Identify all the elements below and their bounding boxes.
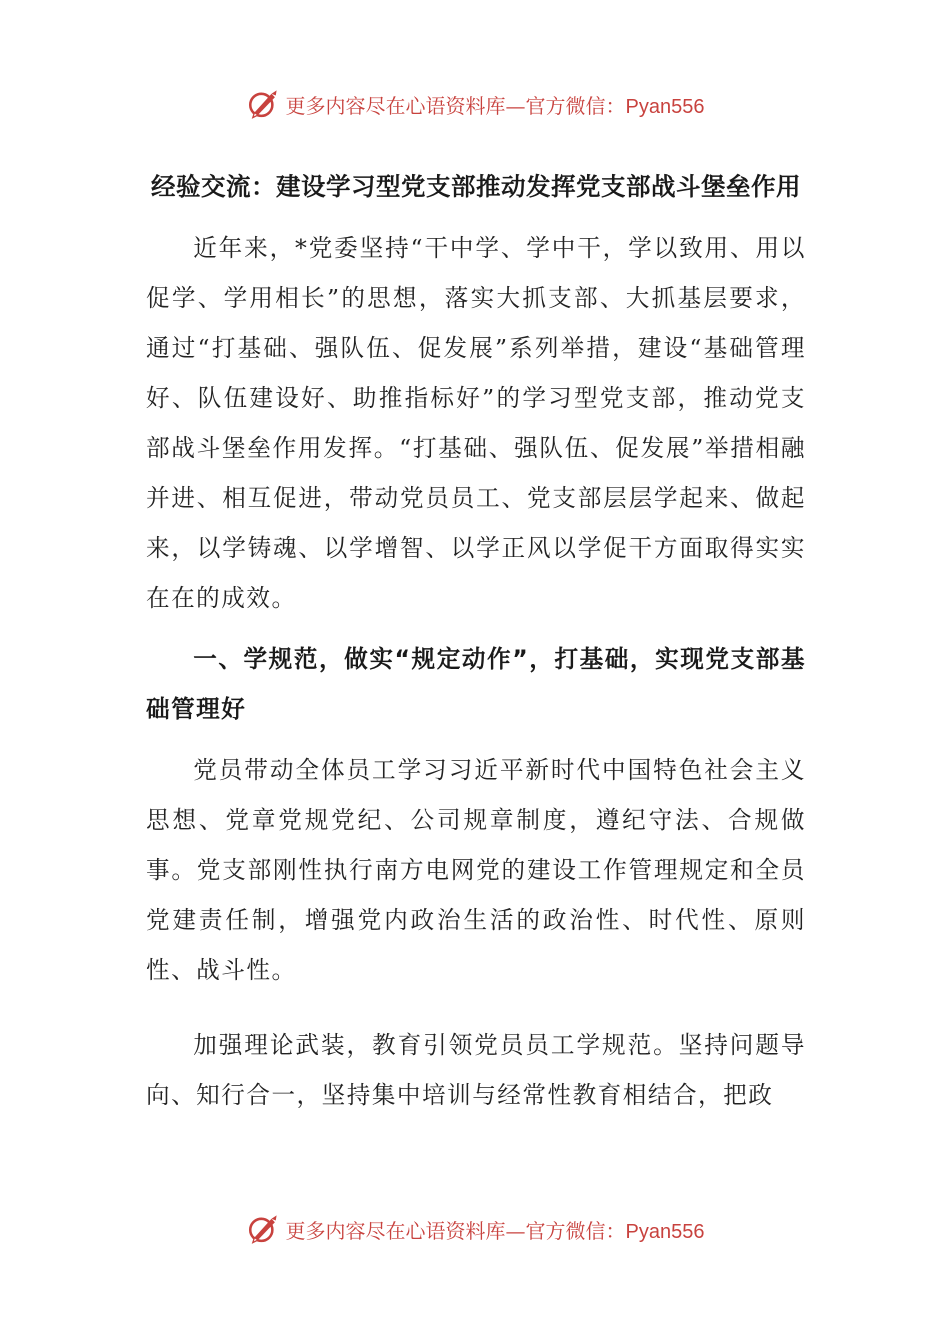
pen-logo-icon (246, 87, 280, 121)
banner-wechat-id: Pyan556 (625, 1220, 705, 1243)
section-1-paragraph-2: 加强理论武装，教育引领党员员工学规范。坚持问题导向、知行合一，坚持集中培训与经常性教育相结合，把政 (146, 1031, 806, 1109)
banner-label: 更多内容尽在心语资料库—官方微信： (285, 93, 626, 118)
banner-content (246, 1212, 705, 1246)
document-title: 经验交流：建设学习型党支部推动发挥党支部战斗堡垒作用 (151, 172, 801, 201)
banner-text (286, 1215, 705, 1244)
section-1-paragraph-1: 党员带动全体员工学习习近平新时代中国特色社会主义思想、党章党规党纪、公司规章制度，遵纪守法、合规做事。党支部刚性执行南方电网党的建设工作管理规定和全员党建责任制，增强党内政治生活的政治性、时代性、原则性、战斗性。 (146, 756, 806, 984)
footer-banner (0, 1209, 950, 1249)
banner-content (246, 87, 705, 121)
section-heading-1: 一、学规范，做实“规定动作”，打基础，实现党支部基础管理好 (146, 645, 806, 723)
header-banner (0, 84, 950, 124)
intro-paragraph: 近年来，*党委坚持“干中学、学中干，学以致用、用以促学、学用相长”的思想，落实大抓支部、大抓基层要求，通过“打基础、强队伍、促发展”系列举措，建设“基础管理好、队伍建设好、助推指标好”的学习型党支部，推动党支部战斗堡垒作用发挥。“打基础、强队伍、促发展”举措相融并进、相互促进，带动党员员工、党支部层层学起来、做起来，以学铸魂、以学增智、以学正风以学促干方面取得实实在在的成效。 (146, 234, 806, 612)
document-body (146, 162, 806, 1120)
banner-label: 更多内容尽在心语资料库—官方微信： (285, 1218, 626, 1243)
banner-text (286, 90, 705, 119)
pen-logo-icon (246, 1212, 280, 1246)
banner-wechat-id: Pyan556 (625, 95, 705, 118)
